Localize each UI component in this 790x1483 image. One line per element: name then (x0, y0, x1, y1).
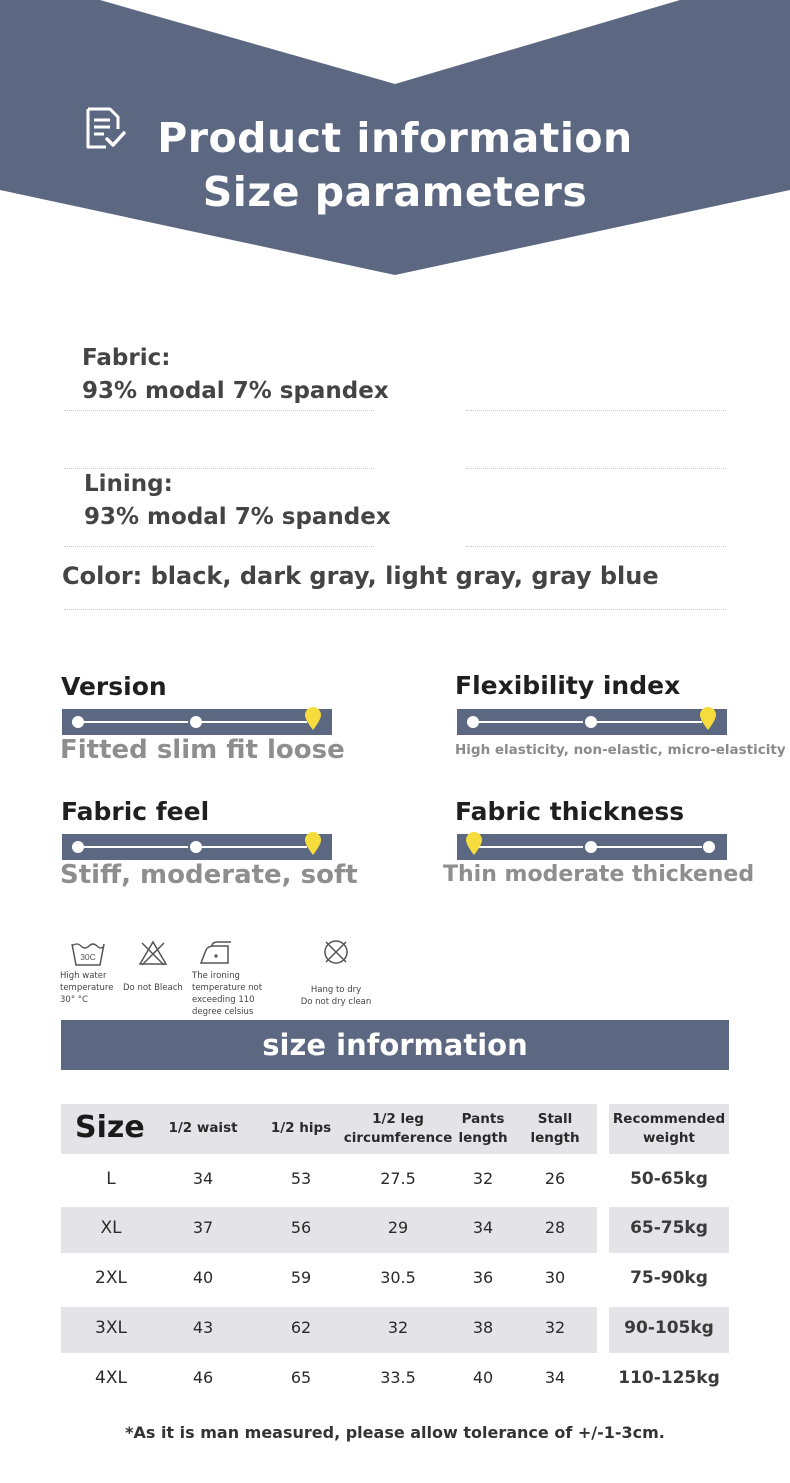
leg-column-header: 1/2 leg circumference (343, 1111, 453, 1146)
no-dry-clean-icon (322, 938, 350, 966)
table-cell-leg: 33.5 (380, 1368, 416, 1387)
fabric-feel-title: Fabric feel (61, 797, 210, 826)
care-text: The ironing temperature not exceeding 110 degree celsius (192, 971, 263, 1017)
table-cell-pants: 32 (472, 1169, 494, 1188)
table-cell-size: XL (100, 1218, 122, 1238)
level-marker-icon (465, 832, 483, 856)
table-cell-weight: 50-65kg (630, 1169, 708, 1189)
version-slider (62, 709, 332, 735)
pants-length-column-header: Pants length (458, 1111, 508, 1146)
table-cell-weight: 110-125kg (618, 1368, 720, 1388)
size-column-header: Size (75, 1110, 145, 1145)
flexibility-title: Flexibility index (455, 671, 681, 700)
table-cell-waist: 40 (192, 1268, 214, 1287)
table-cell-stall: 34 (544, 1368, 566, 1387)
stall-length-column-header: Stall length (530, 1111, 580, 1146)
flexibility-slider (457, 709, 727, 735)
fabric-feel-caption: Stiff, moderate, soft (60, 860, 358, 890)
divider (64, 410, 374, 411)
table-cell-pants: 40 (472, 1368, 494, 1387)
level-marker-icon (304, 707, 322, 731)
divider (64, 546, 374, 547)
table-cell-pants: 38 (472, 1318, 494, 1337)
version-title: Version (61, 672, 167, 701)
table-cell-weight: 75-90kg (630, 1268, 708, 1288)
fabric-label: Fabric: (82, 345, 171, 371)
thickness-caption: Thin moderate thickened (443, 862, 755, 887)
table-cell-stall: 32 (544, 1318, 566, 1337)
table-cell-weight: 65-75kg (630, 1218, 708, 1238)
table-cell-stall: 26 (544, 1169, 566, 1188)
table-cell-pants: 34 (472, 1218, 494, 1237)
table-cell-leg: 30.5 (380, 1268, 416, 1287)
level-marker-icon (304, 832, 322, 856)
care-text: Do not Bleach (123, 983, 183, 993)
table-cell-stall: 28 (544, 1218, 566, 1237)
table-cell-waist: 46 (192, 1368, 214, 1387)
size-info-title: size information (61, 1020, 729, 1070)
version-caption: Fitted slim fit loose (60, 735, 345, 765)
wash-temperature-label: 30C (80, 952, 96, 962)
table-cell-hips: 53 (290, 1169, 312, 1188)
table-cell-size: 4XL (95, 1368, 127, 1388)
lining-value: 93% modal 7% spandex (84, 504, 391, 530)
care-text: Hang to dry Do not dry clean (300, 985, 372, 1007)
waist-column-header: 1/2 waist (168, 1120, 238, 1136)
care-text: High water temperature 30° °C (60, 971, 114, 1005)
table-cell-pants: 36 (472, 1268, 494, 1287)
header-banner (0, 0, 790, 280)
table-cell-waist: 34 (192, 1169, 214, 1188)
divider (466, 468, 726, 469)
divider (466, 410, 726, 411)
page-title: Product information (157, 114, 633, 162)
fabric-feel-slider (62, 834, 332, 860)
flexibility-caption: High elasticity, non-elastic, micro-elasticity (455, 742, 786, 758)
weight-column-header: Recommended weight (612, 1111, 726, 1146)
thickness-slider (457, 834, 727, 860)
table-cell-waist: 43 (192, 1318, 214, 1337)
table-cell-weight: 90-105kg (624, 1318, 714, 1338)
table-cell-hips: 56 (290, 1218, 312, 1237)
color-options: Color: black, dark gray, light gray, gray blue (62, 562, 659, 590)
hips-column-header: 1/2 hips (270, 1120, 332, 1136)
lining-label: Lining: (84, 471, 173, 497)
divider (64, 468, 374, 469)
table-cell-size: 2XL (95, 1268, 127, 1288)
thickness-title: Fabric thickness (455, 797, 685, 826)
table-cell-size: 3XL (95, 1318, 127, 1338)
table-cell-stall: 30 (544, 1268, 566, 1287)
table-cell-hips: 59 (290, 1268, 312, 1287)
page-subtitle: Size parameters (202, 168, 588, 216)
table-cell-hips: 65 (290, 1368, 312, 1387)
table-cell-hips: 62 (290, 1318, 312, 1337)
no-bleach-icon (138, 940, 168, 966)
table-cell-leg: 32 (387, 1318, 409, 1337)
table-cell-waist: 37 (192, 1218, 214, 1237)
iron-low-icon (198, 940, 234, 966)
tolerance-note: *As it is man measured, please allow tolerance of +/-1-3cm. (125, 1423, 665, 1442)
fabric-value: 93% modal 7% spandex (82, 378, 389, 404)
level-marker-icon (699, 707, 717, 731)
divider (64, 609, 726, 610)
table-cell-size: L (106, 1169, 116, 1189)
divider (466, 546, 726, 547)
table-cell-leg: 29 (387, 1218, 409, 1237)
table-cell-leg: 27.5 (380, 1169, 416, 1188)
wash-30c-icon (70, 940, 106, 968)
